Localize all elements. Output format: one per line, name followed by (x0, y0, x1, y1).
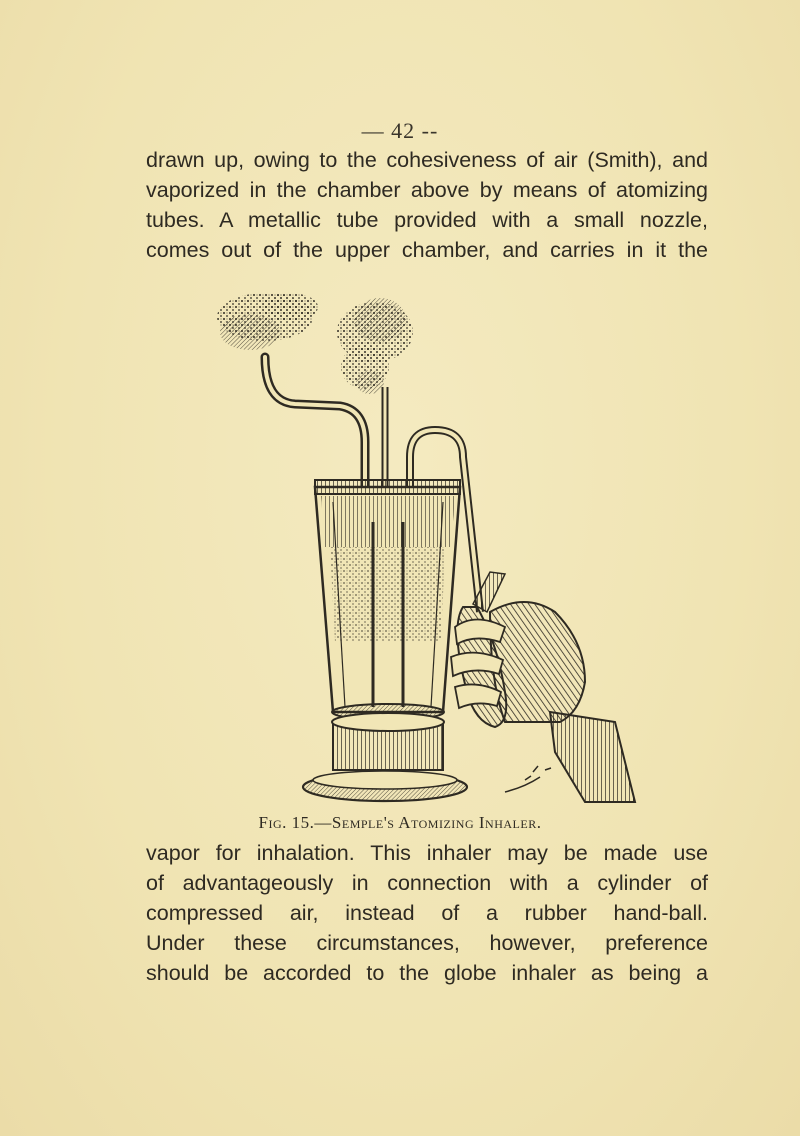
figure-caption-prefix: Fig. 15.— (258, 813, 332, 832)
text-line: tubes. A metallic tube provided with a small nozzle, (146, 208, 708, 232)
text-line: vapor for inhalation. This inhaler may be made use (146, 841, 708, 865)
glass-chamber (315, 480, 460, 720)
text-line: drawn up, owing to the cohesiveness of air (Smith), and (146, 148, 708, 172)
inhaler-illustration (205, 282, 655, 812)
vapor-cloud-right (337, 298, 413, 394)
text-line: comes out of the upper chamber, and carries in it the (146, 238, 708, 262)
page-number: — 42 -- (361, 118, 439, 143)
inhaler-base (303, 713, 467, 801)
sleeve-cuff (550, 712, 635, 802)
figure-caption-title: Semple's Atomizing Inhaler. (331, 813, 542, 832)
text-line: Under these circumstances, however, preference (146, 931, 708, 955)
paragraph-bottom (146, 838, 708, 988)
figure-caption (0, 813, 800, 833)
hand-with-bulb (451, 572, 635, 802)
text-line: compressed air, instead of a rubber hand-ball. (146, 901, 708, 925)
text-line: of advantageously in connection with a cylinder of (146, 871, 708, 895)
text-line: vaporized in the chamber above by means of atomizing (146, 178, 708, 202)
paragraph-top (146, 145, 708, 265)
text-line: should be accorded to the globe inhaler as being a (146, 961, 708, 985)
vapor-cloud-left (217, 293, 318, 350)
spray-marks (505, 766, 551, 792)
